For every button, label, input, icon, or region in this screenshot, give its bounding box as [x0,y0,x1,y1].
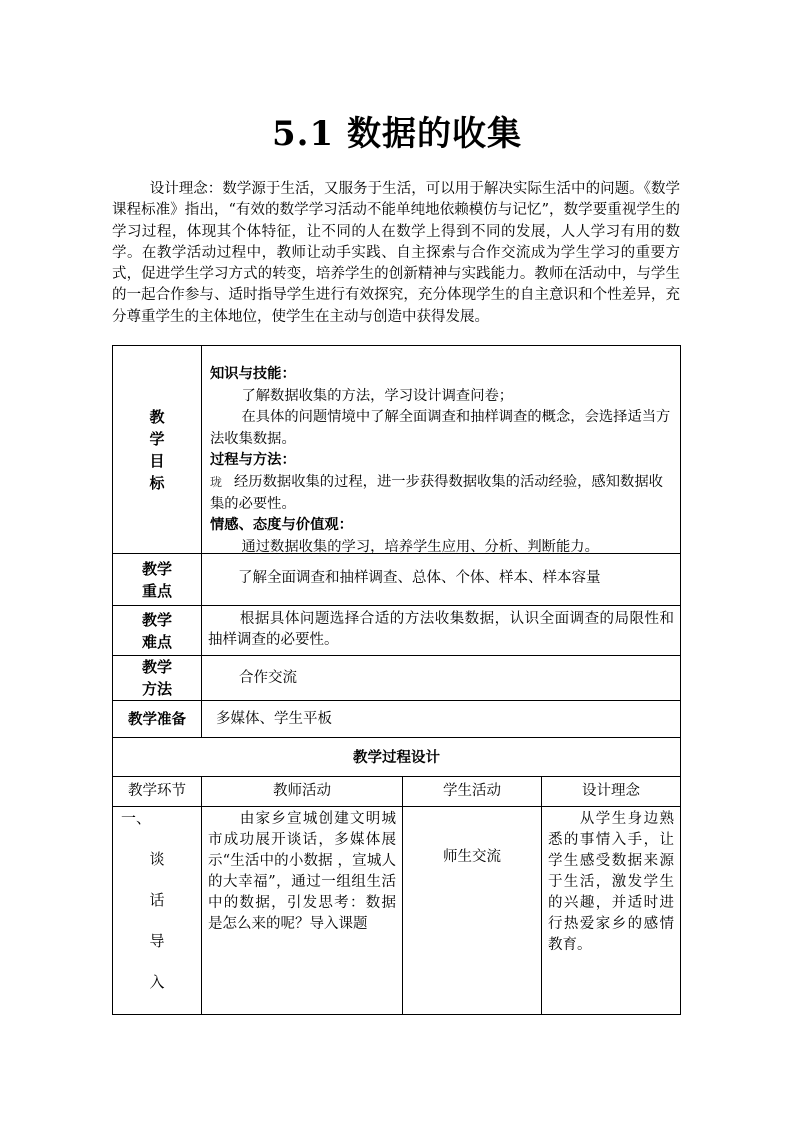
goals-label-char: 学 [149,429,165,448]
goals-label-char: 目 [149,451,165,470]
preparation-text: 多媒体、学生平板 [216,711,332,727]
header-student-activity: 学生活动 [443,783,501,799]
header-teacher-activity: 教师活动 [273,783,331,799]
design-philosophy-paragraph [112,179,680,328]
label-line: 教学 [141,610,172,629]
intro-text: 设计理念：数学源于生活，又服务于生活，可以用于解决实际生活中的问题。《数学课程标准》指出，“有效的数学学习活动不能单纯地依赖模仿与记忆”，数学要重视学生的学习过程，体现其个体特征，让不同的人在数学上得到不同的发展，人人学习有用的数学。在教学活动过程中，教师让动手实践、自主探索与合作交流成为学生学习的重要方式，促进学生学习方式的转变，培养学生的创新精神与实践能力。教师在活动中，与学生的一起合作参与、适时指导学生进行有效探究，充分体现学生的自主意识和个性差异，充分尊重学生的主体地位，使学生在主动与创造中获得发展。 [112,181,680,325]
goal-line [210,472,672,515]
label-line: 教学 [141,559,172,578]
table-border-bottom [112,1014,681,1015]
stage-intro-label [113,808,201,1014]
rationale-cell [542,807,680,1014]
student-activity-text: 师生交流 [443,849,501,865]
difficult-points-text: 根据具体问题选择合适的方法收集数据，认识全面调查的局限性和抽样调查的必要性。 [208,611,674,648]
goal-line-text: 经历数据收集的过程，进一步获得数据收集的活动经验，感知数据收集的必要性。 [210,473,663,512]
preparation-label: 教学准备 [128,710,186,728]
key-points-label [113,554,201,605]
rationale-text: 从学生身边熟悉的事情入手，让学生感受数据来源于生活，激发学生的兴趣，并适时进行热爱家乡的感情教育。 [548,811,674,953]
goals-content [202,346,680,553]
header-design-rationale: 设计理念 [582,783,640,799]
header-stage: 教学环节 [128,783,186,799]
goal-line: 在具体的问题情境中了解全面调查和抽样调查的概念，会选择适当方法收集数据。 [210,409,671,447]
goals-label [113,346,201,553]
label-line: 教学 [141,658,172,676]
goals-label-char: 标 [149,473,165,492]
emotion-values-heading: 情感、态度与价值观： [210,517,353,534]
table-border-right [680,345,681,1015]
stage-number: 一、 [121,809,152,827]
teaching-method-label [113,656,201,700]
label-line: 难点 [141,632,172,651]
goals-label-char: 教 [149,407,165,426]
teaching-method-text: 合作交流 [239,670,297,686]
page-title: 5.1 数据的收集 [272,114,522,154]
label-line: 方法 [141,680,172,698]
teacher-activity-cell [202,807,402,1014]
teacher-activity-text: 由家乡宣城创建文明城市成功展开谈话，多媒体展示“生活中的小数据 ，宣城人的大幸福”，通过一组组生活中的数据，引发思考：数据是怎么来的呢？导入课题 [208,811,396,932]
goal-line: 了解数据收集的方法，学习设计调查问卷； [241,387,514,404]
stage-char: 入 [149,973,165,991]
stray-mark: 珑 [210,474,223,489]
knowledge-skills-heading: 知识与技能： [210,366,296,382]
stage-char: 话 [149,891,165,909]
stage-char: 谈 [149,850,165,868]
process-design-title: 教学过程设计 [353,748,440,766]
process-methods-heading: 过程与方法： [210,452,296,469]
label-line: 重点 [141,581,172,600]
goal-line: 通过数据收集的学习，培养学生应用、分析、判断能力。 [241,538,599,555]
key-points-text: 了解全面调查和抽样调查、总体、个体、样本、样本容量 [238,570,601,586]
difficult-points-label [113,606,201,655]
lesson-plan-table [112,345,681,1015]
stage-char: 导 [149,932,165,950]
